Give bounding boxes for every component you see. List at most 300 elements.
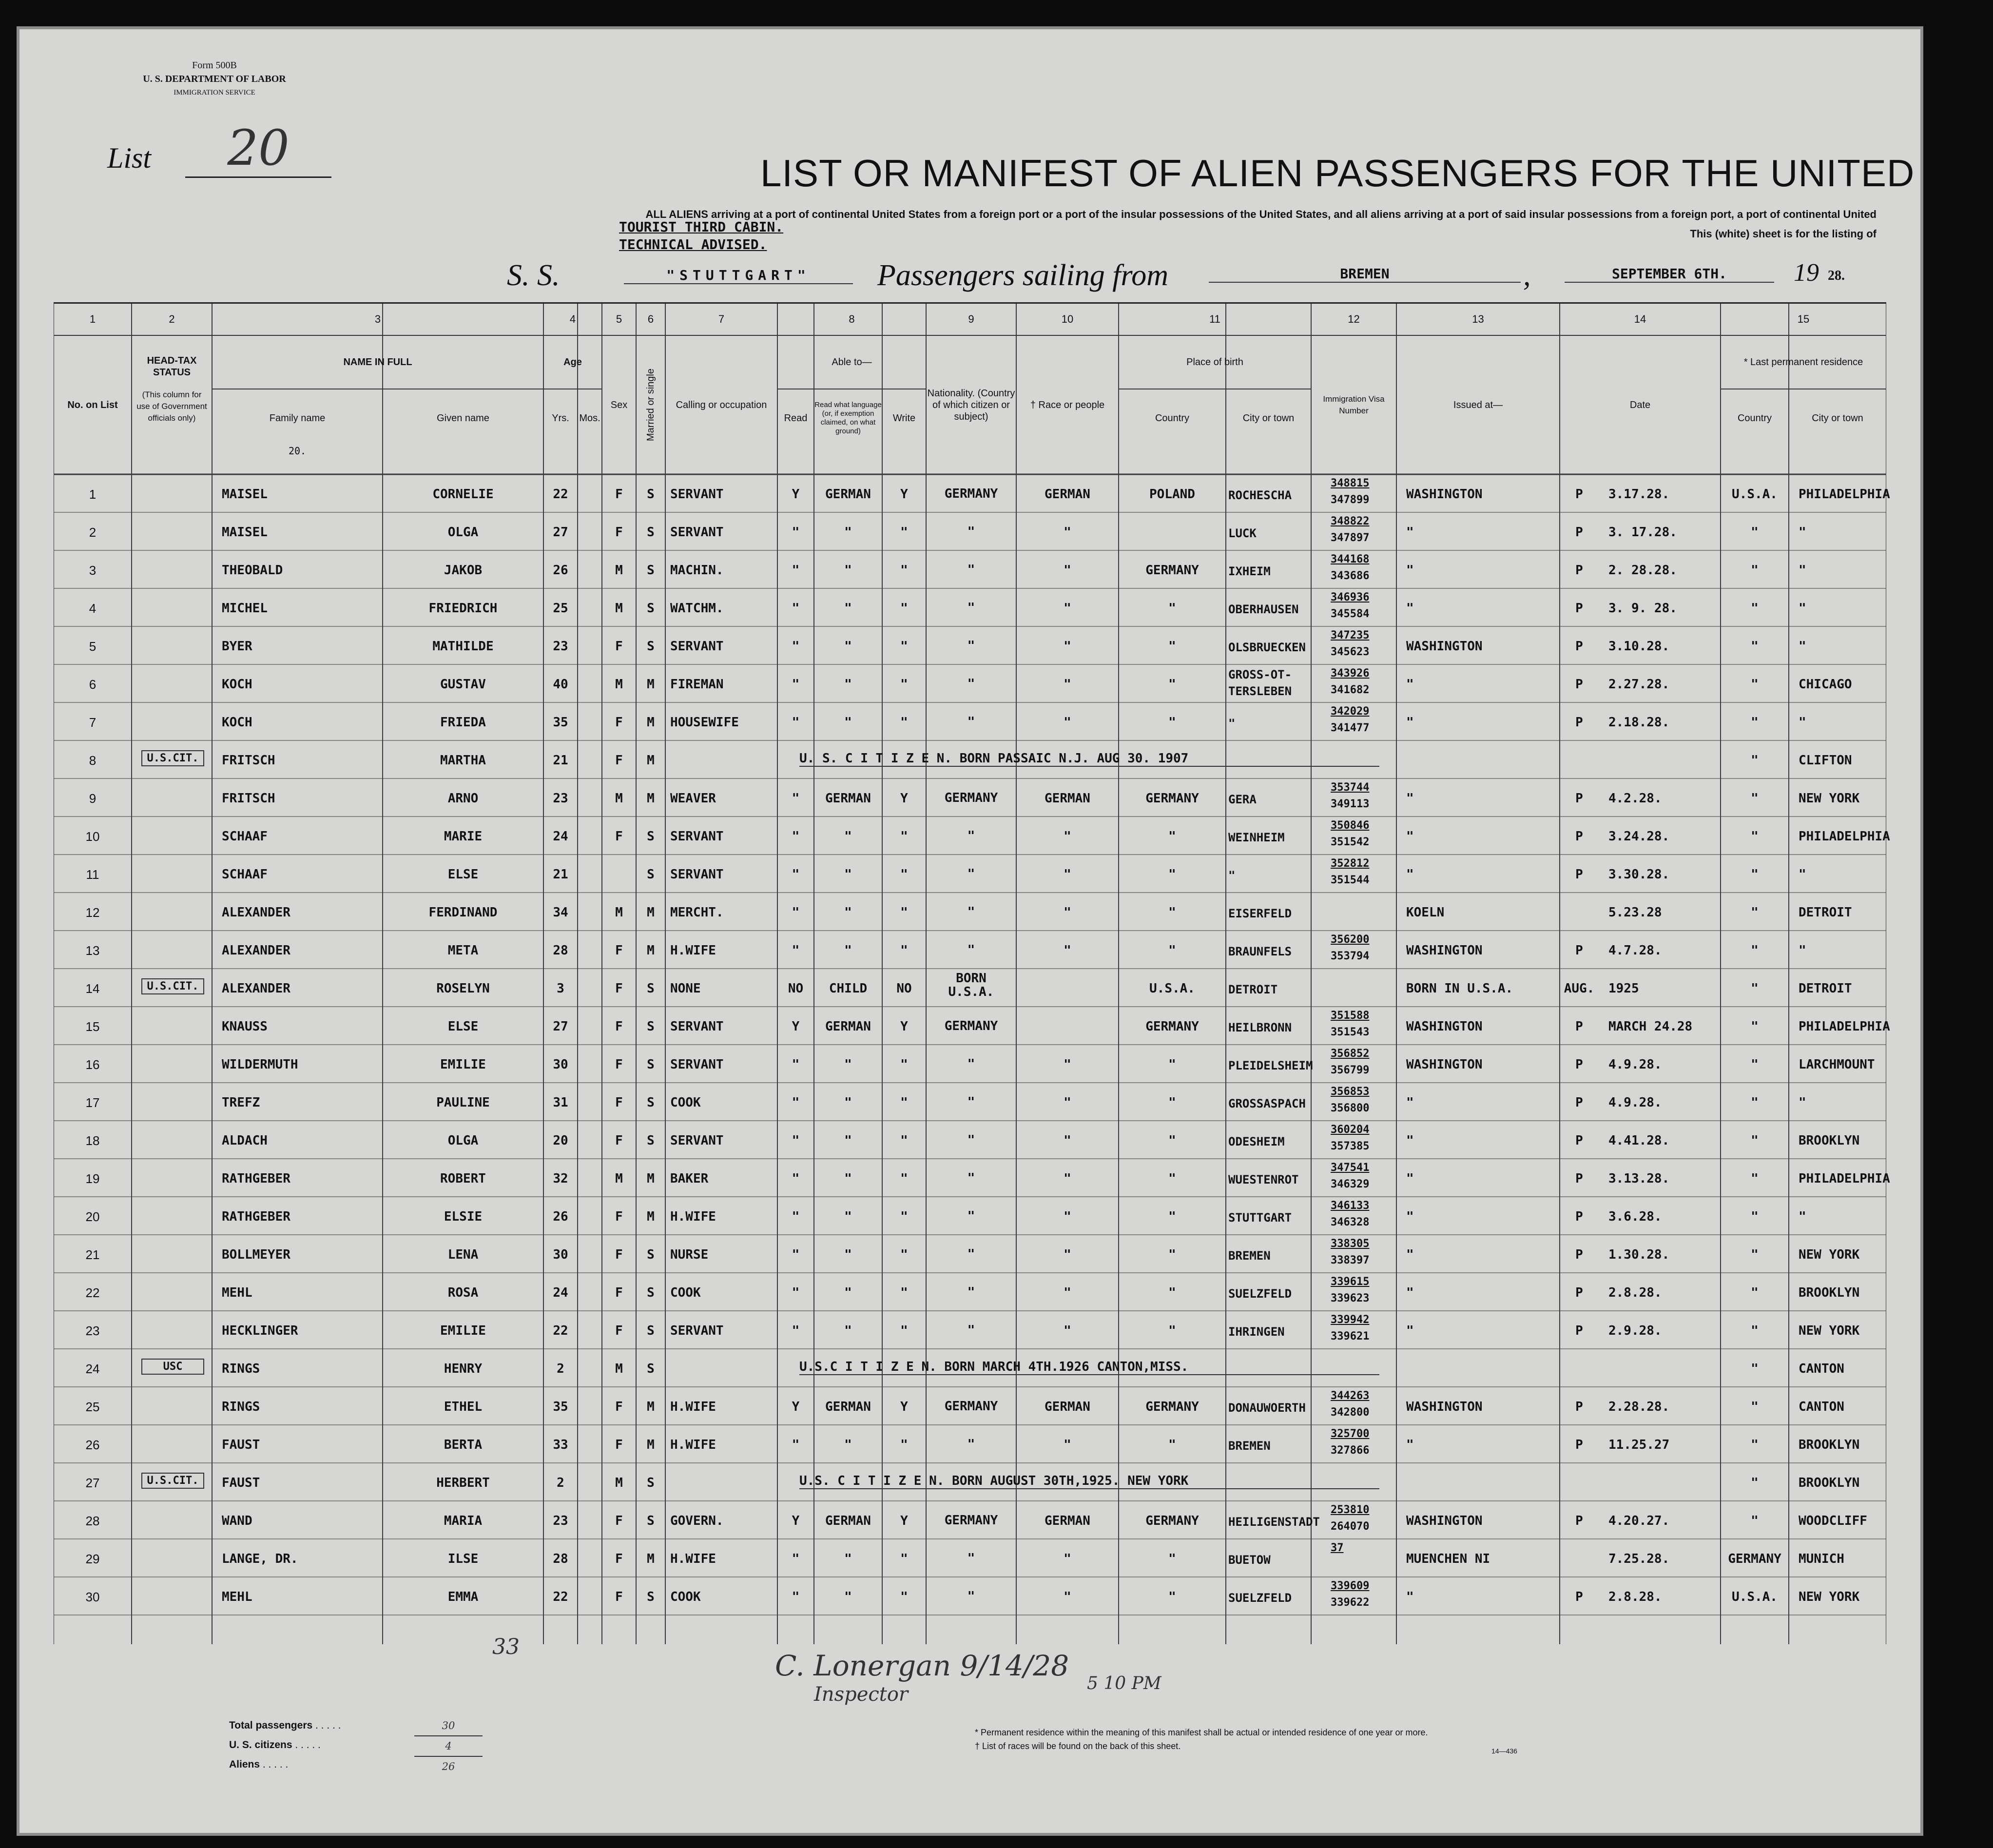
cell-residence-city: LARCHMOUNT	[1799, 1057, 1875, 1072]
cell-birth-city: PLEIDELSHEIM	[1228, 1059, 1313, 1072]
cell-race: "	[1064, 1209, 1071, 1224]
cell-visa-date: 4.7.28.	[1608, 943, 1662, 958]
cell-nationality: "	[967, 1171, 975, 1186]
cell-occupation: COOK	[670, 1285, 701, 1300]
cell-visa-number: 350846	[1331, 819, 1370, 832]
cell-issued-code: P	[1575, 1514, 1583, 1528]
cell-birth-country: "	[1168, 715, 1176, 730]
cell-visa-number-alt: 339622	[1331, 1596, 1370, 1609]
cell-read: "	[792, 639, 800, 654]
cell-marital-status: M	[647, 753, 655, 768]
cell-issued-code: P	[1575, 563, 1583, 578]
cell-write: Y	[900, 1019, 908, 1034]
cell-race: "	[1064, 905, 1071, 920]
cell-visa-number-alt: 347897	[1331, 532, 1370, 544]
cell-visa-number-alt: 357385	[1331, 1140, 1370, 1152]
cell-age-years: 40	[553, 677, 568, 692]
cell-residence-city: "	[1799, 943, 1806, 958]
header-sheet-number: 20.	[288, 445, 307, 457]
cell-nationality: "	[967, 563, 975, 577]
table-row	[54, 740, 1886, 778]
cell-write: Y	[900, 791, 908, 806]
cell-marital-status: M	[647, 1400, 655, 1414]
cell-birth-city: BRAUNFELS	[1228, 945, 1292, 958]
column-number-13: 13	[1472, 313, 1484, 325]
cell-visa-number: 253810	[1331, 1504, 1370, 1516]
header-birth-country: Country	[1155, 413, 1190, 424]
cell-occupation: SERVANT	[670, 867, 724, 882]
cell-issued-code: P	[1575, 1438, 1583, 1452]
header-birth-city: City or town	[1242, 413, 1295, 424]
cell-residence-country: "	[1751, 1476, 1759, 1490]
cell-age-years: 21	[553, 867, 568, 882]
cell-family-name: ALEXANDER	[222, 905, 290, 920]
cell-visa-number-alt: 349113	[1331, 798, 1370, 810]
cell-write: "	[900, 943, 908, 958]
cell-visa-date: 3. 17.28.	[1608, 525, 1677, 540]
cell-marital-status: S	[647, 1285, 655, 1300]
cell-issued-at: "	[1406, 791, 1414, 806]
cell-sex: F	[615, 1247, 623, 1262]
cell-no: 4	[89, 601, 97, 616]
cell-birth-country: "	[1168, 1095, 1176, 1110]
table-row	[54, 1577, 1886, 1615]
table-row	[54, 1159, 1890, 1197]
cell-family-name: TREFZ	[222, 1095, 260, 1110]
cell-residence-country: GERMANY	[1728, 1552, 1781, 1566]
header-race: † Race or people	[1030, 399, 1105, 410]
cell-write: Y	[900, 1400, 908, 1414]
table-row	[54, 1501, 1886, 1539]
header-last-residence: * Last permanent residence	[1743, 357, 1863, 368]
cell-nationality: "	[967, 1095, 975, 1109]
cell-family-name: KOCH	[222, 715, 252, 730]
cell-language: "	[844, 1209, 852, 1224]
cell-nationality: GERMANY	[944, 1513, 998, 1528]
cell-issued-at: WASHINGTON	[1406, 639, 1483, 654]
cell-issued-code: P	[1575, 601, 1583, 616]
cell-read: Y	[792, 1514, 800, 1528]
cell-language: GERMAN	[825, 1019, 871, 1034]
cell-nationality: "	[967, 1323, 975, 1338]
cell-occupation: H.WIFE	[670, 1400, 716, 1414]
cell-no: 25	[85, 1400, 100, 1414]
cell-visa-number-alt: 327866	[1331, 1444, 1370, 1457]
cell-occupation: H.WIFE	[670, 943, 716, 958]
cell-write: "	[900, 1171, 908, 1186]
cell-birth-country: "	[1168, 1171, 1176, 1186]
cell-occupation: COOK	[670, 1095, 701, 1110]
cell-issued-at: "	[1406, 1133, 1414, 1148]
cell-issued-at: "	[1406, 1247, 1414, 1262]
cell-write: "	[900, 525, 908, 540]
instruction-line-1: ALL ALIENS arriving at a port of continental United States from a foreign port or a port of the insular possessions of the United States, and all aliens arriving at a port of said insular possessions from a foreign port, a port of continental United	[645, 208, 1877, 220]
cell-visa-number-alt: 353794	[1331, 950, 1370, 962]
cell-visa-number-alt: 351542	[1331, 836, 1370, 848]
cell-visa-number-alt: 338397	[1331, 1254, 1370, 1266]
cell-residence-country: "	[1751, 981, 1759, 996]
cell-residence-city: NEW YORK	[1799, 1247, 1860, 1262]
cell-visa-number: 353744	[1331, 781, 1370, 794]
cell-sex: F	[615, 1438, 623, 1452]
cell-marital-status: S	[647, 525, 655, 540]
cell-age-years: 25	[553, 601, 568, 616]
cell-age-years: 32	[553, 1171, 568, 1186]
cell-residence-city: "	[1799, 715, 1806, 730]
cell-age-years: 23	[553, 639, 568, 654]
table-row	[54, 893, 1886, 931]
cell-marital-status: S	[647, 563, 655, 578]
cell-nationality: GERMANY	[944, 1399, 998, 1414]
cell-residence-city: NEW YORK	[1799, 791, 1860, 806]
cell-race: "	[1064, 563, 1071, 578]
cell-read: "	[792, 677, 800, 692]
cell-occupation: SERVANT	[670, 1019, 724, 1034]
cell-no: 12	[85, 905, 100, 920]
cell-given-name: OLGA	[447, 1133, 479, 1148]
cell-residence-country: "	[1751, 1171, 1759, 1186]
cell-no: 26	[85, 1438, 100, 1452]
cell-age-years: 33	[553, 1438, 568, 1452]
column-number-7: 7	[718, 313, 725, 325]
cell-marital-status: S	[647, 1057, 655, 1072]
cell-visa-date: 3. 9. 28.	[1608, 601, 1677, 616]
cell-sex: M	[615, 791, 623, 806]
cell-write: "	[900, 1552, 908, 1566]
cell-no: 13	[85, 943, 100, 958]
table-row	[54, 1425, 1886, 1463]
cell-nationality: "	[967, 525, 975, 539]
cell-issued-at: WASHINGTON	[1406, 943, 1483, 958]
cell-read: "	[792, 715, 800, 730]
cell-language: CHILD	[829, 981, 868, 996]
cell-head-tax: U.S.CIT.	[141, 1473, 204, 1489]
cell-language: "	[844, 1095, 852, 1110]
cell-nationality: "	[967, 943, 975, 957]
cell-issued-at: "	[1406, 1171, 1414, 1186]
cell-marital-status: S	[647, 1019, 655, 1034]
cell-birth-city: SUELZFELD	[1228, 1287, 1292, 1301]
cell-birth-country: "	[1168, 639, 1176, 654]
cell-issued-code: P	[1575, 1285, 1583, 1300]
cell-issued-code: P	[1575, 1209, 1583, 1224]
cell-write: NO	[896, 981, 912, 996]
cell-birth-city: IHRINGEN	[1228, 1325, 1285, 1339]
cell-visa-date: 2. 28.28.	[1608, 563, 1677, 578]
cell-head-tax: U.S.CIT.	[141, 978, 204, 994]
cell-visa-number: 356852	[1331, 1048, 1370, 1060]
cell-marital-status: M	[647, 943, 655, 958]
cell-residence-country: "	[1751, 1095, 1759, 1110]
cell-given-name: MARIE	[444, 829, 483, 844]
cell-age-years: 2	[557, 1476, 564, 1490]
cell-race: "	[1064, 525, 1071, 540]
cell-family-name: HECKLINGER	[222, 1323, 298, 1338]
cell-visa-date: 5.23.28	[1608, 905, 1662, 920]
cell-residence-country: "	[1751, 791, 1759, 806]
cell-race: "	[1064, 829, 1071, 844]
cell-residence-country: "	[1751, 867, 1759, 882]
cell-visa-number-alt: 341682	[1331, 684, 1370, 696]
cell-language: GERMAN	[825, 1400, 871, 1414]
form-number-block	[102, 58, 327, 99]
column-number-10: 10	[1061, 313, 1074, 325]
cell-birth-country: GERMANY	[1145, 791, 1199, 806]
totals-block: Total passengers . . . . . U. S. citizens . . . . . Aliens . . . . .	[229, 1720, 341, 1770]
table-row	[54, 1463, 1886, 1501]
inspector-title: Inspector	[814, 1683, 909, 1706]
cell-issued-at: WASHINGTON	[1406, 487, 1483, 502]
table-row	[54, 626, 1886, 664]
cell-visa-number-alt: 351544	[1331, 874, 1370, 886]
cell-visa-number-alt: 356800	[1331, 1102, 1370, 1114]
cell-birth-city: BREMEN	[1228, 1249, 1271, 1263]
cell-marital-status: S	[647, 1095, 655, 1110]
cell-birth-country: "	[1168, 1247, 1176, 1262]
cell-occupation: SERVANT	[670, 1323, 724, 1338]
cell-visa-number: 348822	[1331, 515, 1370, 527]
header-nationality: Nationality. (Country of which citizen or subject)	[927, 388, 1015, 422]
cell-family-name: KOCH	[222, 677, 252, 692]
cell-visa-number: 347541	[1331, 1162, 1370, 1174]
cell-family-name: MAISEL	[222, 525, 268, 540]
header-date: Date	[1629, 399, 1651, 410]
cell-given-name: MATHILDE	[432, 639, 494, 654]
table-row	[54, 1197, 1886, 1235]
cell-race: GERMAN	[1045, 791, 1090, 806]
cell-visa-number-alt: 342800	[1331, 1406, 1370, 1419]
cell-language: "	[844, 1438, 852, 1452]
cell-write: "	[900, 601, 908, 616]
cell-issued-code: P	[1575, 1247, 1583, 1262]
sailing-date: SEPTEMBER 6TH.	[1565, 266, 1774, 283]
cell-family-name: KNAUSS	[222, 1019, 268, 1034]
time-note: 5 10 PM	[1087, 1673, 1161, 1693]
cell-residence-country: "	[1751, 525, 1759, 540]
cell-residence-city: CHICAGO	[1799, 677, 1852, 692]
cell-sex: F	[615, 639, 623, 654]
cell-no: 1	[89, 487, 97, 502]
cell-sex: M	[615, 1362, 623, 1376]
cell-residence-city: CANTON	[1799, 1362, 1844, 1376]
cell-nationality: "	[967, 905, 975, 919]
cell-visa-date: MARCH 24.28	[1608, 1019, 1693, 1034]
cell-age-years: 26	[553, 1209, 568, 1224]
header-res-country: Country	[1737, 413, 1772, 424]
cell-language: "	[844, 829, 852, 844]
cell-age-years: 26	[553, 563, 568, 578]
cell-birth-country: "	[1168, 943, 1176, 958]
cell-residence-city: NEW YORK	[1799, 1590, 1860, 1604]
cell-residence-city: "	[1799, 601, 1806, 616]
cell-residence-city: CLIFTON	[1799, 753, 1852, 768]
cell-residence-city: CANTON	[1799, 1400, 1844, 1414]
cell-race: "	[1064, 1171, 1071, 1186]
cell-read: "	[792, 1323, 800, 1338]
cell-occupation: SERVANT	[670, 1057, 724, 1072]
cell-no: 23	[85, 1323, 100, 1338]
cell-visa-date: 1925	[1608, 981, 1639, 996]
cell-given-name: FRIEDRICH	[428, 601, 498, 616]
cell-read: "	[792, 1285, 800, 1300]
cell-issued-at: "	[1406, 1209, 1414, 1224]
cell-residence-city: BROOKLYN	[1799, 1438, 1860, 1452]
cell-birth-city: GERA	[1228, 793, 1257, 806]
cell-marital-status: S	[647, 1323, 655, 1338]
header-married-single: Married or single	[645, 369, 656, 441]
cell-issued-at: WASHINGTON	[1406, 1019, 1483, 1034]
table-row	[54, 778, 1886, 817]
cell-birth-city: ROCHESCHA	[1228, 488, 1292, 502]
cell-given-name: ROSA	[447, 1285, 479, 1300]
cell-given-name: ARNO	[447, 791, 479, 806]
cell-visa-date: 4.20.27.	[1608, 1514, 1670, 1528]
cell-language: "	[844, 601, 852, 616]
header-res-city: City or town	[1812, 413, 1863, 424]
cell-residence-city: PHILADELPHIA	[1799, 829, 1890, 844]
cell-age-years: 35	[553, 715, 568, 730]
cell-nationality: "	[967, 1247, 975, 1262]
total-passengers-label: Total passengers	[229, 1720, 313, 1731]
cell-family-name: RINGS	[222, 1362, 260, 1376]
cell-family-name: RINGS	[222, 1400, 260, 1414]
cell-visa-date: 2.18.28.	[1608, 715, 1670, 730]
ss-label: S. S.	[507, 259, 560, 292]
cell-age-years: 21	[553, 753, 568, 768]
cell-marital-status: S	[647, 867, 655, 882]
cell-residence-city: "	[1799, 563, 1806, 578]
cell-visa-date: 2.8.28.	[1608, 1285, 1662, 1300]
departure-port: BREMEN	[1209, 266, 1521, 283]
cell-visa-number-alt: 346329	[1331, 1178, 1370, 1190]
cell-nationality: "	[967, 1437, 975, 1452]
cell-residence-city: PHILADELPHIA	[1799, 1171, 1890, 1186]
table-row	[54, 702, 1886, 740]
cell-read: "	[792, 943, 800, 958]
table-row	[54, 1311, 1886, 1349]
cell-language: "	[844, 639, 852, 654]
cell-birth-country: GERMANY	[1145, 1019, 1199, 1034]
cell-read: NO	[788, 981, 804, 996]
cell-issued-code: P	[1575, 525, 1583, 540]
cell-family-name: THEOBALD	[222, 563, 283, 578]
cell-marital-status: S	[647, 1476, 655, 1490]
table-row	[54, 931, 1886, 969]
cell-sex: F	[615, 715, 623, 730]
cell-birth-country: "	[1168, 1323, 1176, 1338]
cell-residence-city: "	[1799, 639, 1806, 654]
cell-sex: F	[615, 487, 623, 502]
cell-visa-number: 356200	[1331, 934, 1370, 946]
cell-birth-city: GROSSASPACH	[1228, 1097, 1306, 1110]
cell-sex: F	[615, 753, 623, 768]
column-number-9: 9	[968, 313, 974, 325]
header-yrs: Yrs.	[552, 413, 569, 424]
cell-birth-city: LUCK	[1228, 526, 1257, 540]
cell-sex: F	[615, 1323, 623, 1338]
cell-visa-number: 346936	[1331, 591, 1370, 603]
cell-marital-status: S	[647, 1247, 655, 1262]
cell-birth-country: U.S.A.	[1149, 981, 1195, 996]
cell-family-name: SCHAAF	[222, 867, 268, 882]
cell-birth-city: BUETOW	[1228, 1553, 1271, 1567]
cell-birth-city: OBERHAUSEN	[1228, 603, 1299, 616]
cell-visa-date: 2.8.28.	[1608, 1590, 1662, 1604]
cell-no: 6	[89, 677, 97, 692]
cell-age-years: 24	[553, 829, 568, 844]
cell-visa-number: 344168	[1331, 553, 1370, 565]
cell-family-name: MAISEL	[222, 487, 268, 502]
cell-family-name: FAUST	[222, 1476, 260, 1490]
cell-visa-date: 2.27.28.	[1608, 677, 1670, 692]
cell-given-name: CORNELIE	[432, 487, 494, 502]
cell-residence-city: DETROIT	[1799, 981, 1852, 996]
cell-issued-at: MUENCHEN NI	[1406, 1552, 1490, 1566]
table-row	[54, 1235, 1886, 1273]
cell-read: "	[792, 525, 800, 540]
cell-marital-status: S	[647, 601, 655, 616]
table-row	[54, 817, 1890, 855]
cell-issued-at: WASHINGTON	[1406, 1057, 1483, 1072]
cell-visa-number-alt: 347899	[1331, 494, 1370, 506]
cell-residence-city: WOODCLIFF	[1799, 1514, 1867, 1528]
cell-residence-country: "	[1751, 1247, 1759, 1262]
header-head-tax: HEAD-TAX STATUS	[147, 355, 197, 378]
cell-issued-code: P	[1575, 639, 1583, 654]
cell-visa-number-alt: 351543	[1331, 1026, 1370, 1038]
aliens-value: 26	[442, 1761, 455, 1772]
table-row	[54, 1349, 1886, 1387]
cell-visa-number: 339615	[1331, 1276, 1370, 1288]
cell-occupation: MERCHT.	[670, 905, 724, 920]
cell-issued-at: "	[1406, 677, 1414, 692]
cell-no: 21	[85, 1247, 100, 1262]
cell-visa-number-alt: 345623	[1331, 646, 1370, 658]
header-issued-at: Issued at—	[1453, 399, 1503, 410]
cell-visa-number: 352812	[1331, 857, 1370, 870]
cell-residence-country: "	[1751, 563, 1759, 578]
cell-birth-country: "	[1168, 677, 1176, 692]
cell-no: 8	[89, 753, 97, 768]
column-number-11: 11	[1209, 313, 1220, 325]
cell-occupation: NONE	[670, 981, 701, 996]
cell-issued-code: P	[1575, 1019, 1583, 1034]
cell-nationality: "	[967, 1057, 975, 1071]
cell-issued-at: "	[1406, 867, 1414, 882]
cell-family-name: FRITSCH	[222, 753, 275, 768]
cell-age-years: 27	[553, 525, 568, 540]
cell-residence-country: "	[1751, 1438, 1759, 1452]
cell-write: "	[900, 1095, 908, 1110]
cell-family-name: RATHGEBER	[222, 1171, 290, 1186]
comma-separator: ,	[1523, 259, 1531, 292]
cell-language: "	[844, 563, 852, 578]
cell-residence-country: "	[1751, 1323, 1759, 1338]
cell-read: "	[792, 1247, 800, 1262]
cell-citizen-statement: U.S.C I T I Z E N. BORN MARCH 4TH.1926 CANTON,MISS.	[799, 1360, 1379, 1375]
table-row	[54, 1045, 1886, 1083]
cell-issued-at: "	[1406, 1590, 1414, 1604]
cell-marital-status: S	[647, 1590, 655, 1604]
cell-no: 2	[89, 525, 97, 540]
cell-issued-at: "	[1406, 1438, 1414, 1452]
cell-sex: M	[615, 601, 623, 616]
header-sex: Sex	[610, 399, 628, 410]
us-citizens-label: U. S. citizens	[229, 1739, 292, 1751]
cell-age-years: 28	[553, 943, 568, 958]
cell-visa-number: 351588	[1331, 1010, 1370, 1022]
list-number: 20	[185, 119, 331, 178]
